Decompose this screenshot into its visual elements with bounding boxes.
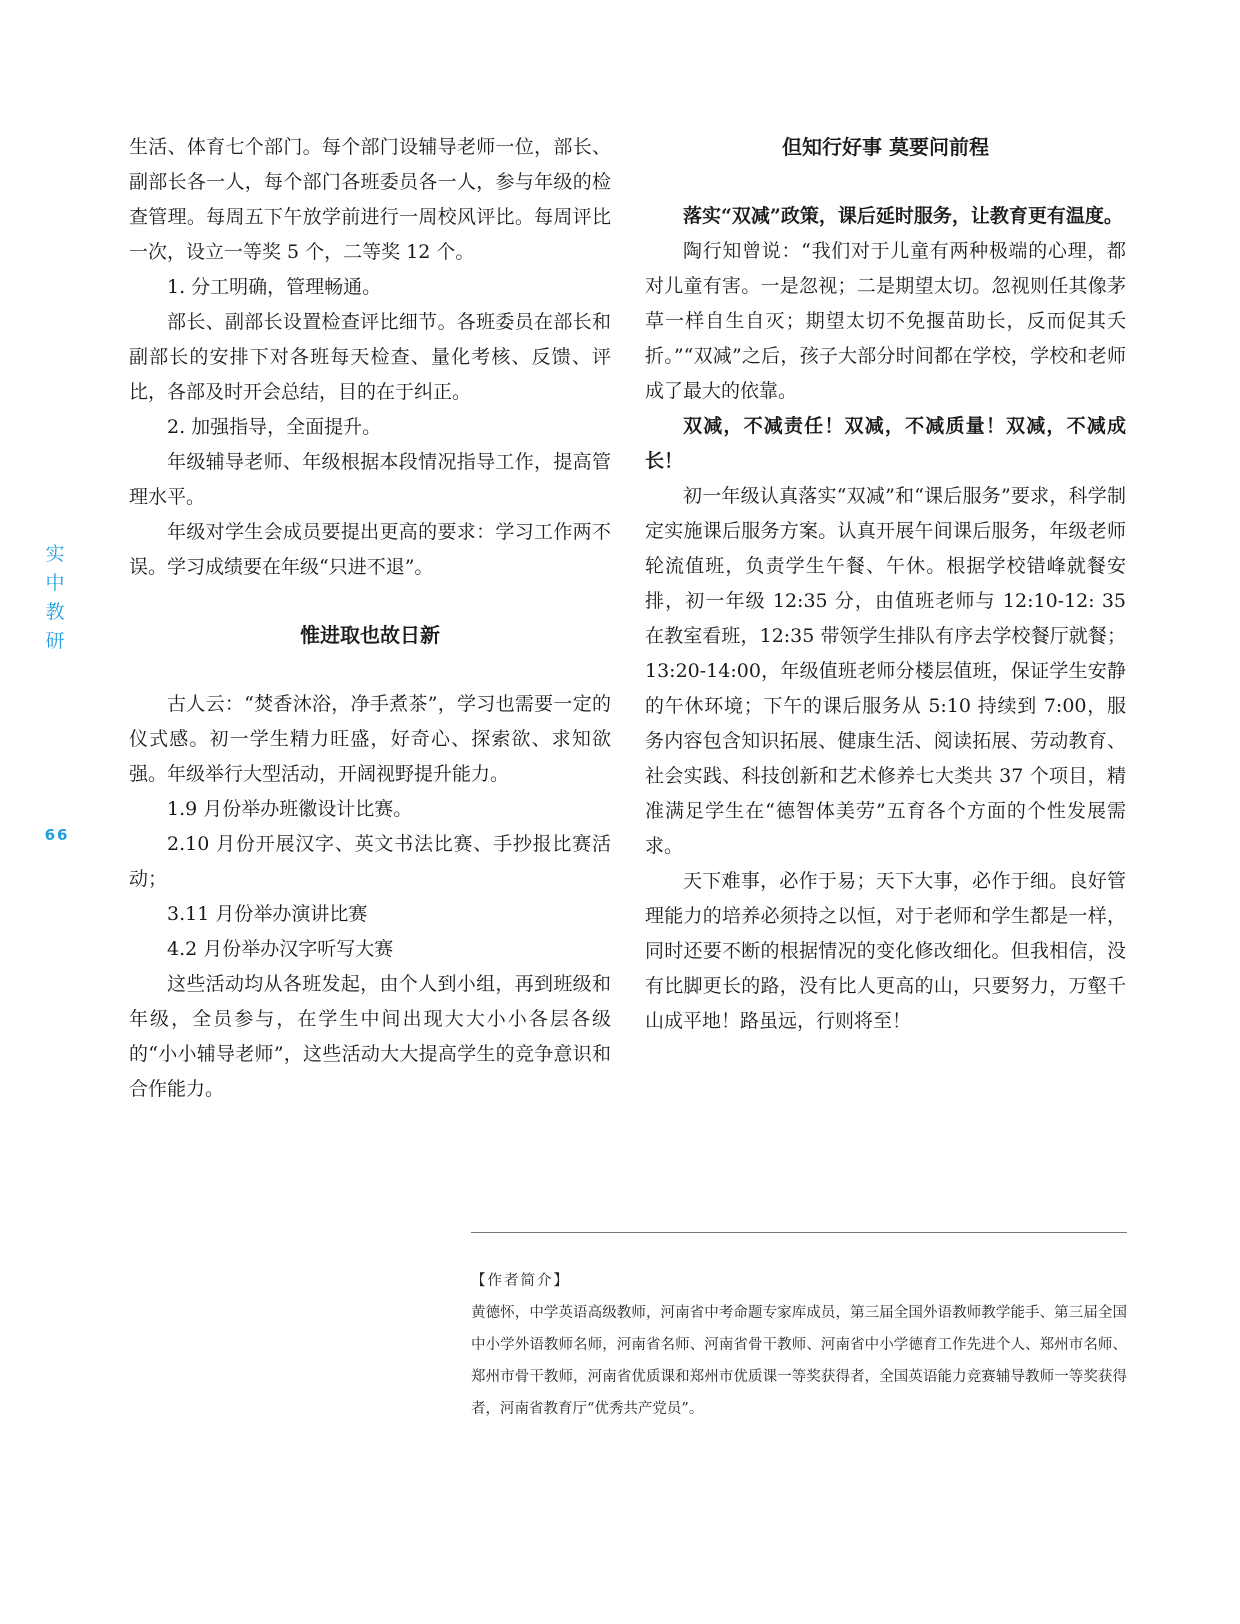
sidebar-char: 实 [45, 543, 65, 565]
sidebar-char: 中 [45, 572, 65, 594]
sidebar-char: 研 [45, 630, 65, 652]
right-column [645, 130, 1126, 1039]
left-column [129, 130, 611, 1107]
sidebar-char: 教 [45, 601, 65, 623]
paragraph: 初一年级认真落实“双减”和“课后服务”要求，科学制定实施课后服务方案。认真开展午间课后服务，年级老师轮流值班，负责学生午餐、午休。根据学校错峰就餐安排，初一年级 12:35 分，由值班老师与 12:10-12: 35 在教室看班，12:35 带领学生排队有序去学校餐厅就餐；13:20-14:00，年级值班老师分楼层值班，保证学生安静的午休环境；下午的课后服务从 5:10 持续到 7:00，服务内容包含知识拓展、健康生活、阅读拓展、劳动教育、社会实践、科技创新和艺术修养七大类共 37 个项目，精准满足学生在“德智体美劳”五育各个方面的个性发展需求。 [645, 485, 1126, 857]
list-item: 1.9 月份举办班徽设计比赛。 [167, 798, 413, 820]
divider [471, 1232, 1127, 1233]
paragraph: 年级辅导老师、年级根据本段情况指导工作，提高管理水平。 [129, 451, 611, 508]
paragraph: 天下难事，必作于易；天下大事，必作于细。良好管理能力的培养必须持之以恒，对于老师和学生都是一样，同时还要不断的根据情况的变化修改细化。但我相信，没有比脚更长的路，没有比人更高的山，只要努力，万壑千山成平地！路虽远，行则将至！ [645, 870, 1126, 1032]
section-title: 惟进取也故日新 [300, 623, 440, 647]
list-item: 1. 分工明确，管理畅通。 [167, 276, 382, 298]
paragraph: 古人云：“焚香沐浴，净手煮茶”，学习也需要一定的仪式感。初一学生精力旺盛，好奇心、探索欲、求知欲强。年级举行大型活动，开阔视野提升能力。 [129, 693, 611, 785]
list-item: 2. 加强指导，全面提升。 [167, 416, 382, 438]
paragraph: 部长、副部长设置检查评比细节。各班委员在部长和副部长的安排下对各班每天检查、量化考核、反馈、评比，各部及时开会总结，目的在于纠正。 [129, 311, 611, 403]
author-bio-title: 【作者简介】 [471, 1273, 570, 1289]
list-item: 4.2 月份举办汉字听写大赛 [167, 938, 394, 960]
list-item: 3.11 月份举办演讲比赛 [167, 903, 368, 925]
paragraph: 这些活动均从各班发起，由个人到小组，再到班级和年级，全员参与，在学生中间出现大大小小各层各级的“小小辅导老师”，这些活动大大提高学生的竞争意识和合作能力。 [129, 973, 611, 1100]
paragraph: 陶行知曾说：“我们对于儿童有两种极端的心理，都对儿童有害。一是忽视；二是期望太切。忽视则任其像茅草一样自生自灭；期望太切不免揠苗助长，反而促其夭折。”“双减”之后，孩子大部分时间都在学校，学校和老师成了最大的依靠。 [645, 240, 1126, 402]
paragraph: 生活、体育七个部门。每个部门设辅导老师一位，部长、副部长各一人，每个部门各班委员各一人，参与年级的检查管理。每周五下午放学前进行一周校风评比。每周评比一次，设立一等奖 5 个，二等奖 12 个。 [129, 136, 611, 263]
journal-sidebar-label [42, 540, 68, 656]
section-title: 但知行好事 莫要问前程 [782, 135, 989, 159]
paragraph: 年级对学生会成员要提出更高的要求：学习工作两不误。学习成绩要在年级“只进不退”。 [129, 521, 611, 578]
list-item: 2.10 月份开展汉字、英文书法比赛、手抄报比赛活动； [129, 833, 611, 890]
author-bio [471, 1265, 1127, 1425]
author-bio-text: 黄德怀，中学英语高级教师，河南省中考命题专家库成员，第三届全国外语教师教学能手、第三届全国中小学外语教师名师，河南省名师、河南省骨干教师、河南省中小学德育工作先进个人、郑州市名师、郑州市骨干教师，河南省优质课和郑州市优质课一等奖获得者，全国英语能力竞赛辅导教师一等奖获得者，河南省教育厅“优秀共产党员”。 [471, 1305, 1127, 1417]
slogan-paragraph: 双减，不减责任！双减，不减质量！双减，不减成长！ [645, 415, 1126, 472]
page-number: 66 [44, 826, 70, 844]
lead-paragraph: 落实“双减”政策，课后延时服务，让教育更有温度。 [683, 205, 1123, 227]
